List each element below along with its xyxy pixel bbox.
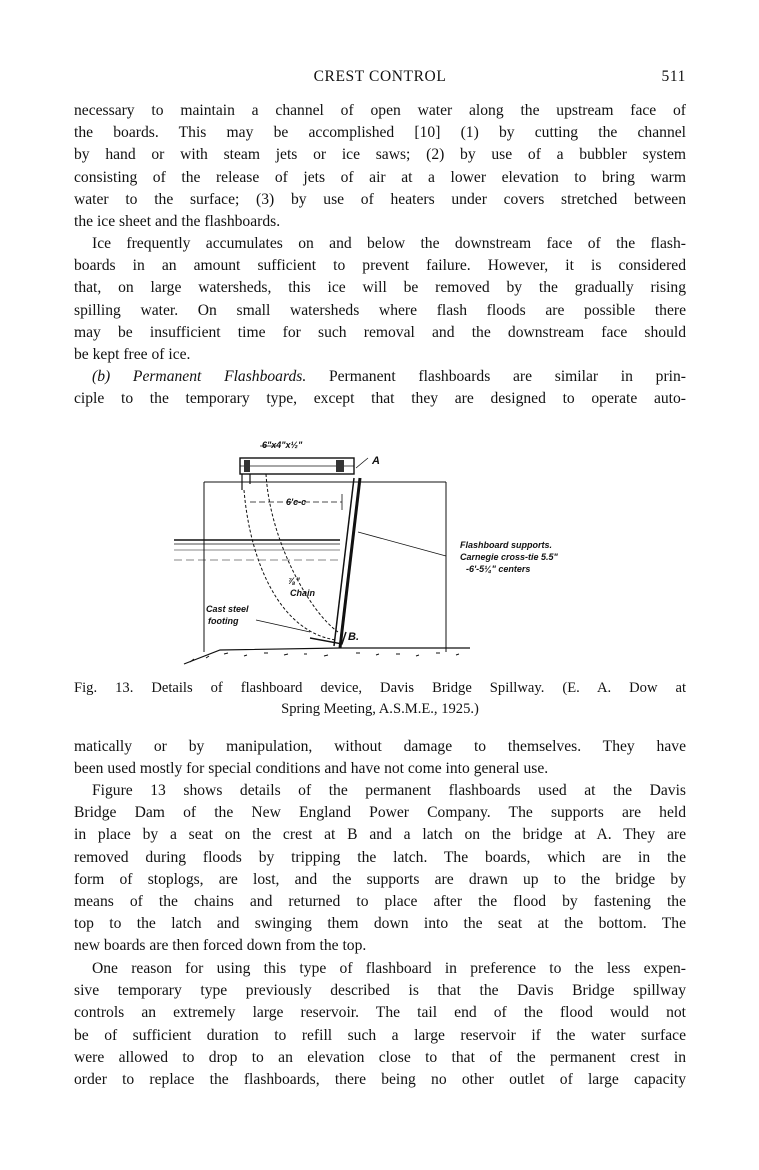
text-line: Figure 13 shows details of the permanent flashboards used at the Davis <box>92 782 686 799</box>
text-line: boards in an amount sufficient to prevent failure. However, it is considered <box>74 257 686 275</box>
text-line: controls an extremely large reservoir. The tail end of the flood would not <box>74 1004 686 1022</box>
leader-a <box>356 458 368 468</box>
text-line: necessary to maintain a channel of open water along the upstream face of <box>74 102 686 119</box>
top-dimension-label: 6"x4"x½" <box>262 440 303 450</box>
crest-line <box>184 648 470 664</box>
text-line: ciple to the temporary type, except that they are designed to operate auto- <box>74 390 686 408</box>
text-line: means of the chains and returned to place after the flood by fastening the <box>74 893 686 911</box>
text-line: Bridge Dam of the New England Power Company. The supports are held <box>74 804 686 822</box>
text-line: top to the latch and swinging them down into the seat at the bottom. The <box>74 915 686 933</box>
text-line: matically or by manipulation, without damage to themselves. They have <box>74 738 686 755</box>
text-line: order to replace the flashboards, there being no other outlet of large capacity <box>74 1071 686 1089</box>
text-line: Ice frequently accumulates on and below the downstream face of the flash- <box>92 235 686 252</box>
bridge-beam <box>244 460 250 472</box>
bridge-beam <box>336 460 344 472</box>
caption-line: Spring Meeting, A.S.M.E., 1925.) <box>281 701 479 717</box>
section-heading: (b) Permanent Flashboards. <box>92 368 307 385</box>
text-line: new boards are then forced down from the top. <box>74 937 367 955</box>
flashboard-drawing <box>160 432 558 672</box>
text-line: in place by a seat on the crest at B and a latch on the bridge at A. They are <box>74 826 686 844</box>
text-line: that, on large watersheds, this ice will be removed by the gradually rising <box>74 279 686 297</box>
paragraph-reasoning <box>74 958 686 1091</box>
text-line: One reason for using this type of flashboard in preference to the less expen- <box>92 960 686 977</box>
text-line: be kept free of ice. <box>74 346 191 364</box>
text-line: water to the surface; (3) by use of heaters under covers stretched between <box>74 190 686 208</box>
footing-label-1: Cast steel <box>206 604 249 614</box>
supports-label-2: Carnegie cross-tie 5.5" <box>460 552 558 562</box>
text-line: form of stoplogs, are lost, and the supports are drawn up to the bridge by <box>74 870 686 888</box>
paragraph-ice-channel <box>74 100 686 233</box>
text-line: were allowed to drop to an elevation close to that of the permanent crest in <box>74 1048 686 1066</box>
text-line: the ice sheet and the flashboards. <box>74 213 281 231</box>
footing-label-2: footing <box>208 616 239 626</box>
supports-leader <box>358 532 446 556</box>
figure-caption <box>74 678 686 720</box>
text-span: Permanent flashboards are similar in prin- <box>306 368 686 385</box>
concrete-stipple <box>190 653 459 662</box>
supports-label-1: Flashboard supports. <box>460 540 553 550</box>
text-line: by hand or with steam jets or ice saws; (2) by use of a bubbler system <box>74 146 686 164</box>
paragraph-davis-bridge <box>74 780 686 958</box>
text-line: removed during floods by tripping the latch. The boards, which are in the <box>74 848 686 866</box>
text-line <box>74 366 686 388</box>
text-line: may be insufficient time for such removal and the downstream face should <box>74 323 686 341</box>
caption-line: Fig. 13. Details of flashboard device, Davis Bridge Spillway. (E. A. Dow at <box>74 680 686 696</box>
running-header <box>74 68 686 90</box>
paragraph-permanent-flashboards <box>74 366 686 410</box>
point-a-label: A <box>372 455 380 467</box>
paragraph-automatic <box>74 736 686 780</box>
paragraph-ice-accumulation <box>74 233 686 366</box>
chain-size-label: ⅞" <box>288 576 300 586</box>
page-number: 511 <box>661 68 686 85</box>
flashboard-support <box>340 478 360 648</box>
text-line: spilling water. On small watersheds where flash floods are possible there <box>74 301 686 319</box>
supports-label-3: -6'-5¼" centers <box>466 564 531 574</box>
chain-label: Chain <box>290 588 316 598</box>
flashboard-diagram <box>160 432 558 672</box>
text-line: been used mostly for special conditions and have not come into general use. <box>74 760 549 778</box>
text-line: be of sufficient duration to refill such a large reservoir if the water surface <box>74 1026 686 1044</box>
page-title: CREST CONTROL <box>313 68 447 85</box>
point-b-label: B. <box>348 631 359 643</box>
text-line: the boards. This may be accomplished [10] (1) by cutting the channel <box>74 124 686 142</box>
text-line: sive temporary type previously described is that the Davis Bridge spillway <box>74 982 686 1000</box>
spacing-label: 6'c-c <box>286 497 307 507</box>
text-line: consisting of the release of jets of air at a lower elevation to bring warm <box>74 168 686 186</box>
